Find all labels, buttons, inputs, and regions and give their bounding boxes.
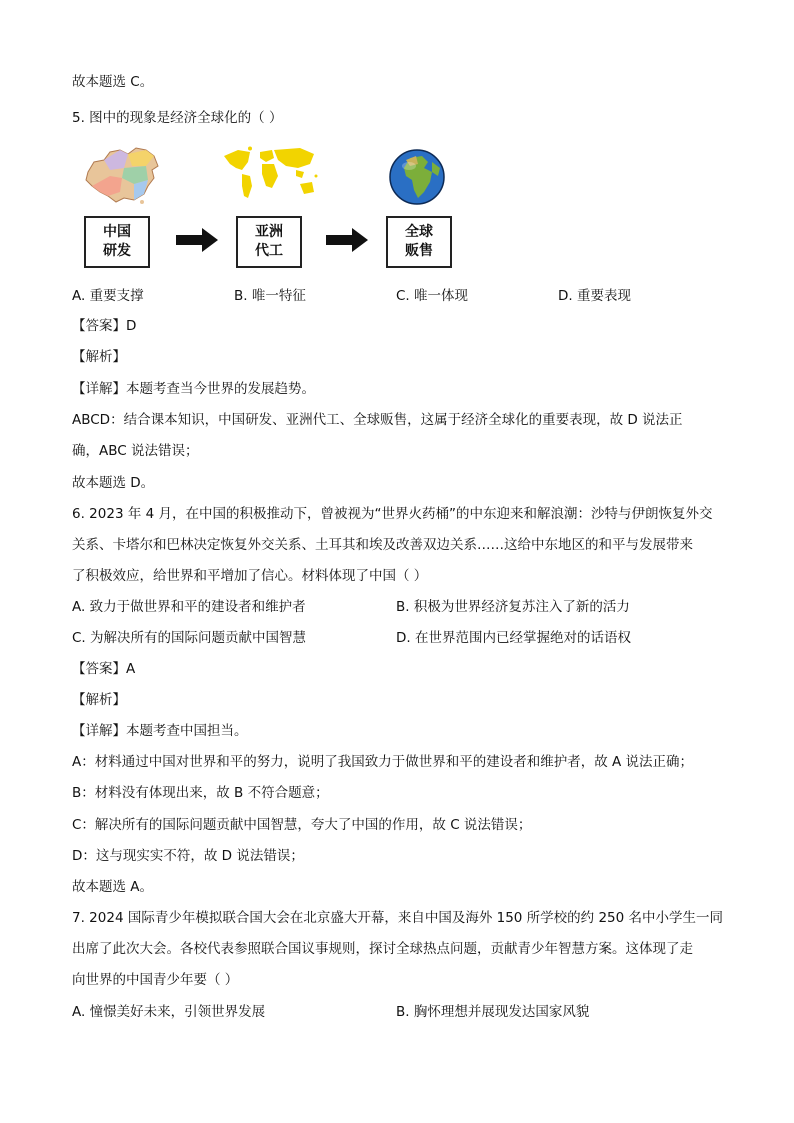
arrow-icon: [176, 228, 218, 252]
box-asia-oem-line1: 亚洲: [255, 224, 283, 240]
q6-option-d: D. 在世界范围内已经掌握绝对的话语权: [396, 630, 631, 646]
conclusion-5: 故本题选 D。: [72, 475, 155, 491]
world-map-image: [220, 146, 320, 202]
box-china-rd-line1: 中国: [103, 224, 131, 240]
explain-6-d: D：这与现实实不符，故 D 说法错误；: [72, 848, 304, 864]
q5-option-d: D. 重要表现: [558, 288, 631, 304]
globe-image: [388, 148, 446, 206]
answer-6: 【答案】A: [72, 661, 136, 677]
question-6-line1: 6. 2023 年 4 月，在中国的积极推动下，曾被视为“世界火药桶”的中东迎来和解浪潮：沙特与伊朗恢复外交: [72, 506, 713, 522]
question-5: 5. 图中的现象是经济全球化的（ ）: [72, 110, 283, 126]
q5-option-a: A. 重要支撑: [72, 288, 144, 304]
q6-option-a: A. 致力于做世界和平的建设者和维护者: [72, 599, 306, 615]
question-6-line2: 关系、卡塔尔和巴林决定恢复外交关系、土耳其和埃及改善双边关系……这给中东地区的和平与发展带来: [72, 537, 693, 553]
q5-option-b: B. 唯一特征: [234, 288, 306, 304]
analysis-5-heading: 【解析】: [72, 349, 126, 365]
conclusion-6: 故本题选 A。: [72, 879, 154, 895]
box-global-sales-line1: 全球: [405, 224, 433, 240]
box-asia-oem-line2: 代工: [255, 243, 283, 259]
explain-6-a: A：材料通过中国对世界和平的努力，说明了我国致力于做世界和平的建设者和维护者，故 A 说法正确；: [72, 754, 694, 770]
question-7-line1: 7. 2024 国际青少年模拟联合国大会在北京盛大开幕，来自中国及海外 150 所学校的约 250 名中小学生一同: [72, 910, 724, 926]
conclusion-prev: 故本题选 C。: [72, 74, 154, 90]
box-global-sales: [386, 216, 452, 268]
answer-5: 【答案】D: [72, 318, 137, 334]
explain-5-line1: ABCD：结合课本知识，中国研发、亚洲代工、全球贩售，这属于经济全球化的重要表现，故 D 说法正: [72, 412, 683, 428]
question-7-line3: 向世界的中国青少年要（ ）: [72, 972, 239, 988]
detail-5: 【详解】本题考查当今世界的发展趋势。: [72, 381, 315, 397]
q5-option-c: C. 唯一体现: [396, 288, 469, 304]
q6-option-c: C. 为解决所有的国际问题贡献中国智慧: [72, 630, 307, 646]
globalization-diagram: [72, 146, 492, 276]
detail-6: 【详解】本题考查中国担当。: [72, 723, 248, 739]
arrow-icon: [326, 228, 368, 252]
box-china-rd: [84, 216, 150, 268]
q6-option-b: B. 积极为世界经济复苏注入了新的活力: [396, 599, 630, 615]
box-global-sales-line2: 贩售: [405, 243, 433, 259]
explain-5-line2: 确，ABC 说法错误；: [72, 443, 199, 459]
box-china-rd-line2: 研发: [103, 243, 131, 259]
q7-option-b: B. 胸怀理想并展现发达国家风貌: [396, 1004, 590, 1020]
analysis-6-heading: 【解析】: [72, 692, 126, 708]
box-asia-oem: [236, 216, 302, 268]
q7-option-a: A. 憧憬美好未来，引领世界发展: [72, 1004, 266, 1020]
question-6-line3: 了积极效应，给世界和平增加了信心。材料体现了中国（ ）: [72, 568, 428, 584]
question-7-line2: 出席了此次大会。各校代表参照联合国议事规则，探讨全球热点问题，贡献青少年智慧方案。这体现了走: [72, 941, 693, 957]
explain-6-c: C：解决所有的国际问题贡献中国智慧，夸大了中国的作用，故 C 说法错误；: [72, 817, 532, 833]
china-map-image: [84, 146, 162, 204]
explain-6-b: B：材料没有体现出来，故 B 不符合题意；: [72, 785, 329, 801]
